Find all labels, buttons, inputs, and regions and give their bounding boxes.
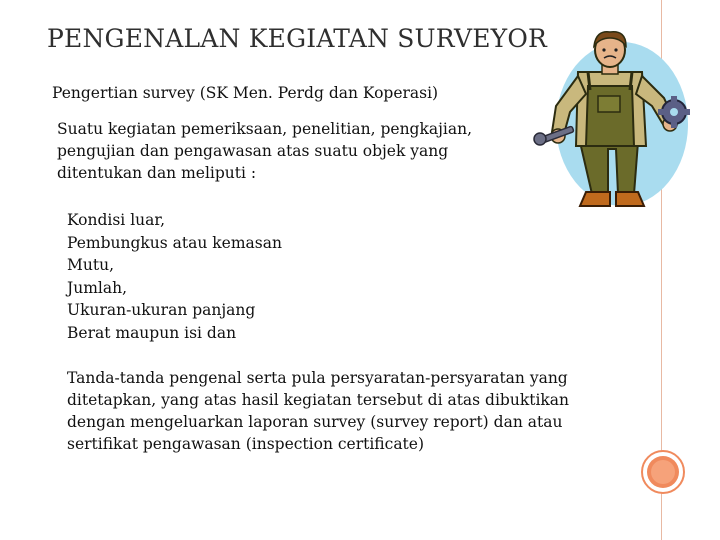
slide-title: PENGENALAN KEGIATAN SURVEYOR <box>47 24 548 53</box>
list-item: Ukuran-ukuran panjang <box>67 301 256 319</box>
list-item: Berat maupun isi dan <box>67 323 237 342</box>
subtitle-survey-definition: Pengertian survey (SK Men. Perdg dan Koperasi) <box>52 84 439 102</box>
orange-circle-icon <box>641 450 685 494</box>
tanda-paragraph: Tanda-tanda pengenal serta pula persyaratan-persyaratan yang ditetapkan, yang atas hasil kegiatan tersebut di atas dibuktikan dengan mengeluarkan laporan survey (survey report) dan atau sertifikat pengawasan (inspection certificate) <box>67 369 570 453</box>
list-item: Pembungkus atau kemasan <box>67 233 282 252</box>
list-item: Mutu, <box>67 256 114 274</box>
mechanic-clipart-icon <box>530 24 690 214</box>
list-item: Kondisi luar, <box>67 211 166 229</box>
list-item: Jumlah, <box>67 278 128 297</box>
survey-scope-list <box>67 209 282 344</box>
definition-paragraph: Suatu kegiatan pemeriksaan, penelitian, pengkajian, pengujian dan pengawasan atas suatu objek yang ditentukan dan meliputi : <box>57 120 473 182</box>
